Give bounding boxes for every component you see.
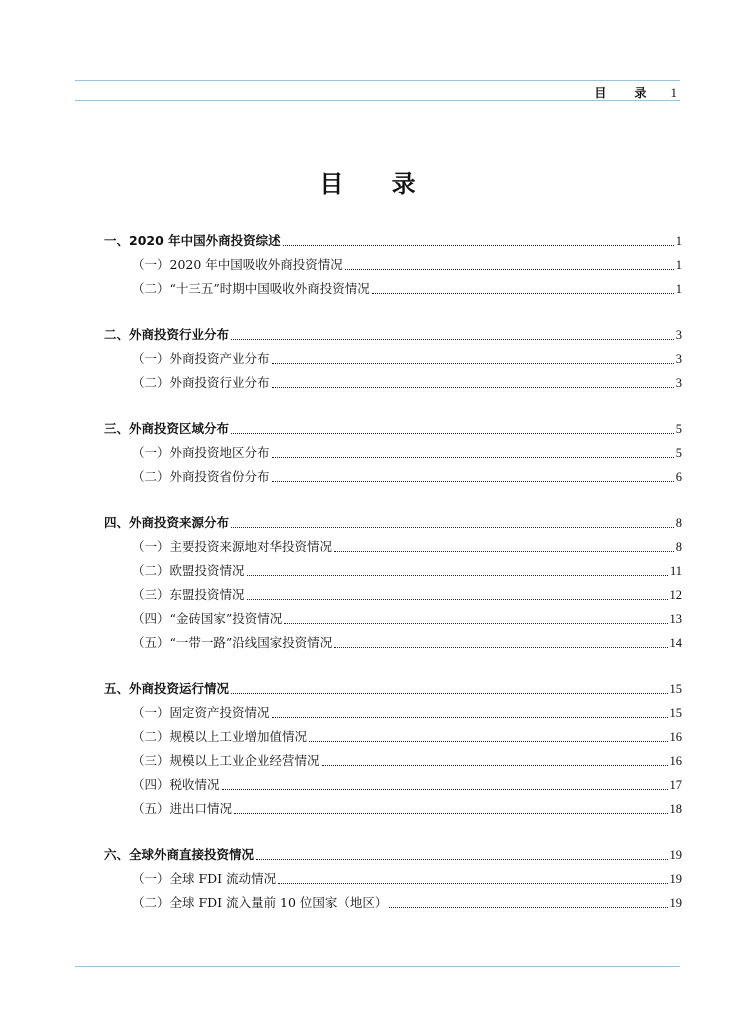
toc-section-entry-title: （五）进出口情况 <box>132 801 233 816</box>
dot-leader <box>345 268 674 270</box>
toc-section-entry[interactable] <box>104 607 682 631</box>
toc-section-entry-page-number: 11 <box>669 564 682 578</box>
toc-section-entry-page-number: 1 <box>675 282 682 296</box>
footer-rule <box>75 966 680 967</box>
toc-chapter-entry-title: 二、外商投资行业分布 <box>104 327 230 342</box>
toc-chapter-entry-title: 三、外商投资区域分布 <box>104 421 230 436</box>
toc-chapter-entry-page-number: 1 <box>675 234 682 248</box>
toc-section-entry-title: （一）外商投资地区分布 <box>132 445 270 460</box>
toc-section-entry-title: （三）规模以上工业企业经营情况 <box>132 753 320 768</box>
toc-section-entry[interactable] <box>104 441 682 465</box>
toc-section-entry-title: （二）外商投资省份分布 <box>132 469 270 484</box>
toc-section-entry-title: （二）欧盟投资情况 <box>132 563 245 578</box>
dot-leader <box>231 526 674 528</box>
toc-section-entry-title: （一）固定资产投资情况 <box>132 705 270 720</box>
toc-chapter-entry[interactable] <box>104 677 682 701</box>
running-head-page-number: 1 <box>670 84 677 100</box>
toc-section-entry-title: （一）2020 年中国吸收外商投资情况 <box>132 257 343 272</box>
toc-section-entry[interactable] <box>104 867 682 891</box>
toc-section-entry-page-number: 5 <box>675 446 682 460</box>
toc-chapter-entry-page-number: 3 <box>675 328 682 342</box>
dot-leader <box>231 432 674 434</box>
toc-section-entry-page-number: 14 <box>669 636 682 650</box>
dot-leader <box>283 244 674 246</box>
toc-section-entry-page-number: 19 <box>669 896 682 910</box>
toc-chapter-entry-title: 一、2020 年中国外商投资综述 <box>104 233 281 248</box>
dot-leader <box>272 456 674 458</box>
toc-section-entry-title: （三）东盟投资情况 <box>132 587 245 602</box>
toc-section-entry-page-number: 3 <box>675 352 682 366</box>
toc-section-entry-title: （五）“一带一路”沿线国家投资情况 <box>132 635 333 650</box>
dot-leader <box>309 740 667 742</box>
toc-section-entry[interactable] <box>104 277 682 301</box>
toc-section-entry-title: （一）全球 FDI 流动情况 <box>132 871 277 886</box>
dot-leader <box>247 574 668 576</box>
chapter-spacer <box>104 655 682 677</box>
dot-leader <box>231 338 674 340</box>
dot-leader <box>247 598 668 600</box>
toc-section-entry-page-number: 12 <box>669 588 682 602</box>
running-head <box>594 84 677 101</box>
toc-section-entry-title: （二）全球 FDI 流入量前 10 位国家（地区） <box>132 895 388 910</box>
dot-leader <box>234 812 667 814</box>
toc-section-entry-page-number: 3 <box>675 376 682 390</box>
toc-section-entry[interactable] <box>104 371 682 395</box>
toc-chapter-entry[interactable] <box>104 323 682 347</box>
toc-section-entry[interactable] <box>104 773 682 797</box>
chapter-spacer <box>104 395 682 417</box>
dot-leader <box>322 764 668 766</box>
page-title: 目 录 <box>319 170 436 198</box>
dot-leader <box>372 292 674 294</box>
dot-leader <box>222 788 668 790</box>
toc-section-entry-page-number: 15 <box>669 706 682 720</box>
toc-chapter-entry[interactable] <box>104 229 682 253</box>
dot-leader <box>389 906 667 908</box>
toc-chapter-entry-page-number: 19 <box>669 848 682 862</box>
toc-section-entry-page-number: 18 <box>669 802 682 816</box>
toc-chapter-entry-page-number: 5 <box>675 422 682 436</box>
toc-section-entry[interactable] <box>104 631 682 655</box>
chapter-spacer <box>104 489 682 511</box>
dot-leader <box>256 858 667 860</box>
toc-section-entry-title: （四）税收情况 <box>132 777 220 792</box>
toc-section-entry[interactable] <box>104 559 682 583</box>
toc-section-entry[interactable] <box>104 749 682 773</box>
toc-chapter-entry[interactable] <box>104 843 682 867</box>
toc-section-entry[interactable] <box>104 725 682 749</box>
dot-leader <box>272 716 668 718</box>
dot-leader <box>272 362 674 364</box>
toc-section-entry-page-number: 6 <box>675 470 682 484</box>
toc-chapter-entry-page-number: 15 <box>669 682 682 696</box>
dot-leader <box>272 386 674 388</box>
toc-chapter-entry-page-number: 8 <box>675 516 682 530</box>
chapter-spacer <box>104 301 682 323</box>
dot-leader <box>231 692 667 694</box>
toc-section-entry-page-number: 1 <box>675 258 682 272</box>
toc-section-entry-page-number: 19 <box>669 872 682 886</box>
toc-section-entry[interactable] <box>104 891 682 915</box>
toc-section-entry-title: （一）主要投资来源地对华投资情况 <box>132 539 333 554</box>
toc-section-entry-title: （一）外商投资产业分布 <box>132 351 270 366</box>
toc-section-entry-page-number: 13 <box>669 612 682 626</box>
toc-section-entry[interactable] <box>104 797 682 821</box>
toc-chapter-entry-title: 四、外商投资来源分布 <box>104 515 230 530</box>
toc-section-entry-title: （二）外商投资行业分布 <box>132 375 270 390</box>
toc-section-entry-title: （四）“金砖国家”投资情况 <box>132 611 283 626</box>
toc-section-entry-page-number: 8 <box>675 540 682 554</box>
toc-chapter-entry[interactable] <box>104 417 682 441</box>
header-rule-top <box>75 80 680 81</box>
dot-leader <box>334 550 674 552</box>
dot-leader <box>284 622 667 624</box>
dot-leader <box>272 480 674 482</box>
toc-section-entry[interactable] <box>104 253 682 277</box>
toc-chapter-entry-title: 五、外商投资运行情况 <box>104 681 230 696</box>
toc-section-entry[interactable] <box>104 583 682 607</box>
running-head-title: 目 录 <box>594 86 659 100</box>
toc-section-entry[interactable] <box>104 535 682 559</box>
dot-leader <box>334 646 667 648</box>
chapter-spacer <box>104 821 682 843</box>
header-rule-bottom <box>75 100 680 101</box>
toc-section-entry[interactable] <box>104 701 682 725</box>
toc-chapter-entry-title: 六、全球外商直接投资情况 <box>104 847 255 862</box>
toc-section-entry-page-number: 17 <box>669 778 682 792</box>
toc-section-entry-page-number: 16 <box>669 730 682 744</box>
toc-section-entry-title: （二）规模以上工业增加值情况 <box>132 729 308 744</box>
toc-chapter-entry[interactable] <box>104 511 682 535</box>
toc-section-entry[interactable] <box>104 347 682 371</box>
dot-leader <box>278 882 667 884</box>
table-of-contents <box>104 229 682 915</box>
toc-section-entry-title: （二）“十三五”时期中国吸收外商投资情况 <box>132 281 370 296</box>
toc-section-entry-page-number: 16 <box>669 754 682 768</box>
toc-section-entry[interactable] <box>104 465 682 489</box>
